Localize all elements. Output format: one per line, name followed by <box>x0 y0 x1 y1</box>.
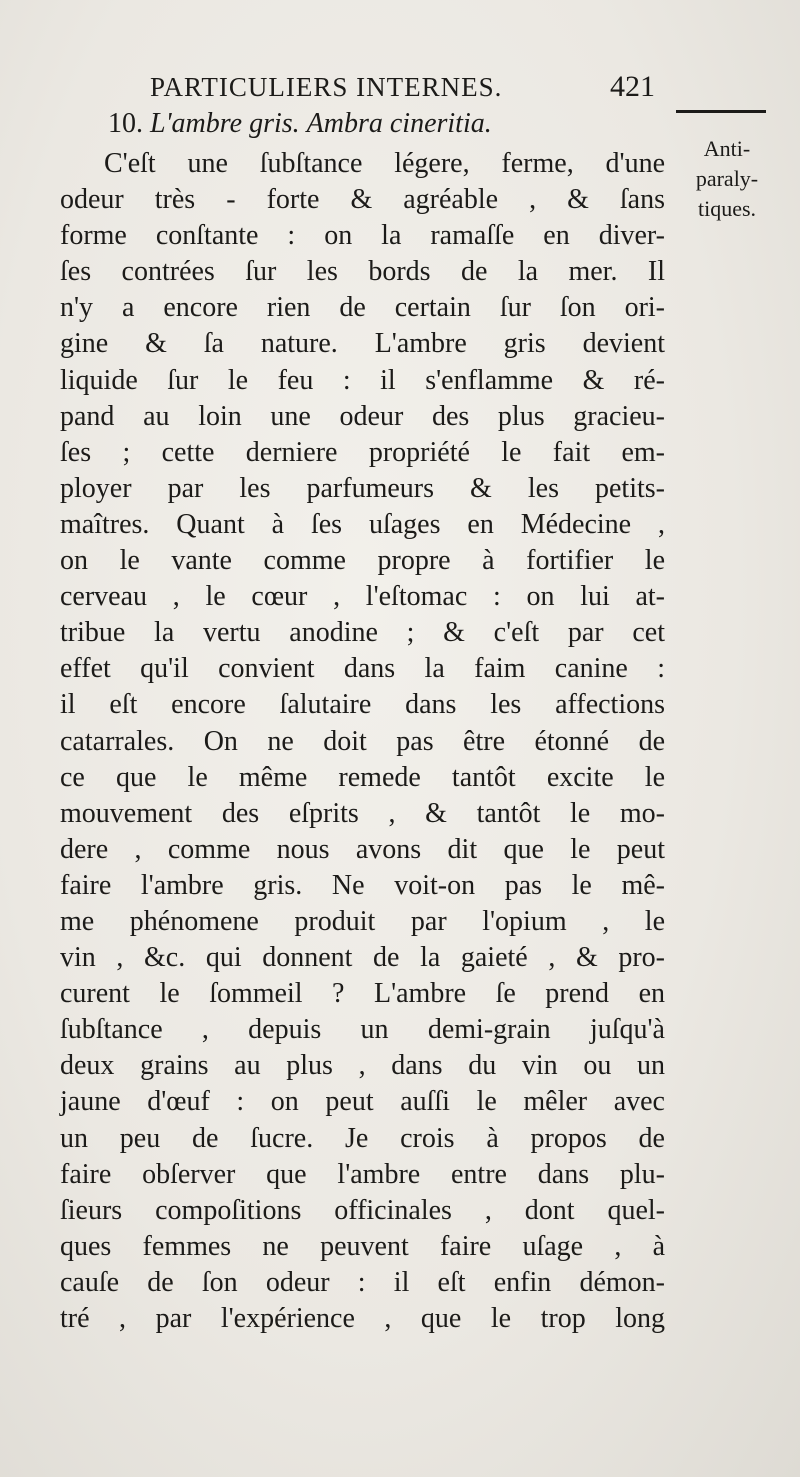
text-line: faire l'ambre gris. Ne voit-on pas le mê- <box>60 869 665 901</box>
text-line: ſubſtance , depuis un demi-grain juſqu'à <box>60 1014 665 1046</box>
text-line: n'y a encore rien de certain ſur ſon ori- <box>60 292 665 324</box>
text-line: tribue la vertu anodine ; & c'eſt par cet <box>60 617 665 649</box>
text-line: tré , par l'expérience , que le trop long <box>60 1303 665 1334</box>
section-heading <box>108 108 492 140</box>
text-line: jaune d'œuf : on peut auſſi le mêler avec <box>60 1086 665 1118</box>
text-line: pand au loin une odeur des plus gracieu- <box>60 400 665 432</box>
text-line: cauſe de ſon odeur : il eſt enfin démon- <box>60 1266 665 1298</box>
text-line: liquide ſur le feu : il s'enflamme & ré- <box>60 364 665 396</box>
margin-note-line: tiques. <box>697 196 757 221</box>
text-line: ployer par les parfumeurs & les petits- <box>60 472 665 504</box>
margin-note <box>672 134 782 224</box>
page-number: 421 <box>610 70 655 103</box>
margin-note-line: Anti- <box>703 136 751 161</box>
text-line: mouvement des eſprits , & tantôt le mo- <box>60 797 665 829</box>
text-line: odeur très - forte & agréable , & ſans <box>60 184 665 216</box>
text-line: maîtres. Quant à ſes uſages en Médecine , <box>60 508 665 540</box>
section-title-fr: L'ambre gris. <box>150 108 300 139</box>
text-line: catarrales. On ne doit pas être étonné de <box>60 725 665 757</box>
text-line: ſes contrées ſur les bords de la mer. Il <box>60 256 665 288</box>
text-line: ſes ; cette derniere propriété le fait em- <box>60 436 665 468</box>
text-line: cerveau , le cœur , l'eſtomac : on lui at- <box>60 581 665 613</box>
text-line: forme conſtante : on la ramaſſe en diver- <box>60 220 665 252</box>
text-line: il eſt encore ſalutaire dans les affections <box>60 689 665 721</box>
body-text <box>60 146 665 1337</box>
running-head: PARTICULIERS INTERNES. <box>150 72 503 102</box>
text-line: on le vante comme propre à fortifier le <box>60 545 665 577</box>
text-line: ques femmes ne peuvent faire uſage , à <box>60 1230 665 1262</box>
text-line: effet qu'il convient dans la faim canine : <box>60 653 665 685</box>
text-line: gine & ſa nature. L'ambre gris devient <box>60 328 665 360</box>
text-line: ſieurs compoſitions officinales , dont quel- <box>60 1194 665 1226</box>
text-line: me phénomene produit par l'opium , le <box>60 905 665 937</box>
text-line: vin , &c. qui donnent de la gaieté , & pro- <box>60 942 665 974</box>
section-number: 10. <box>108 108 143 139</box>
text-line: faire obſerver que l'ambre entre dans plu- <box>60 1158 665 1190</box>
section-title-la: Ambra cineritia. <box>306 108 492 139</box>
text-line: deux grains au plus , dans du vin ou un <box>60 1050 665 1082</box>
text-line: ce que le même remede tantôt excite le <box>60 761 665 793</box>
text-line: C'eſt une ſubſtance légere, ferme, d'une <box>104 148 665 179</box>
margin-note-line: paraly- <box>695 166 759 191</box>
margin-rule <box>676 110 766 113</box>
text-line: curent le ſommeil ? L'ambre ſe prend en <box>60 978 665 1010</box>
text-line: dere , comme nous avons dit que le peut <box>60 833 665 865</box>
text-line: un peu de ſucre. Je crois à propos de <box>60 1122 665 1154</box>
